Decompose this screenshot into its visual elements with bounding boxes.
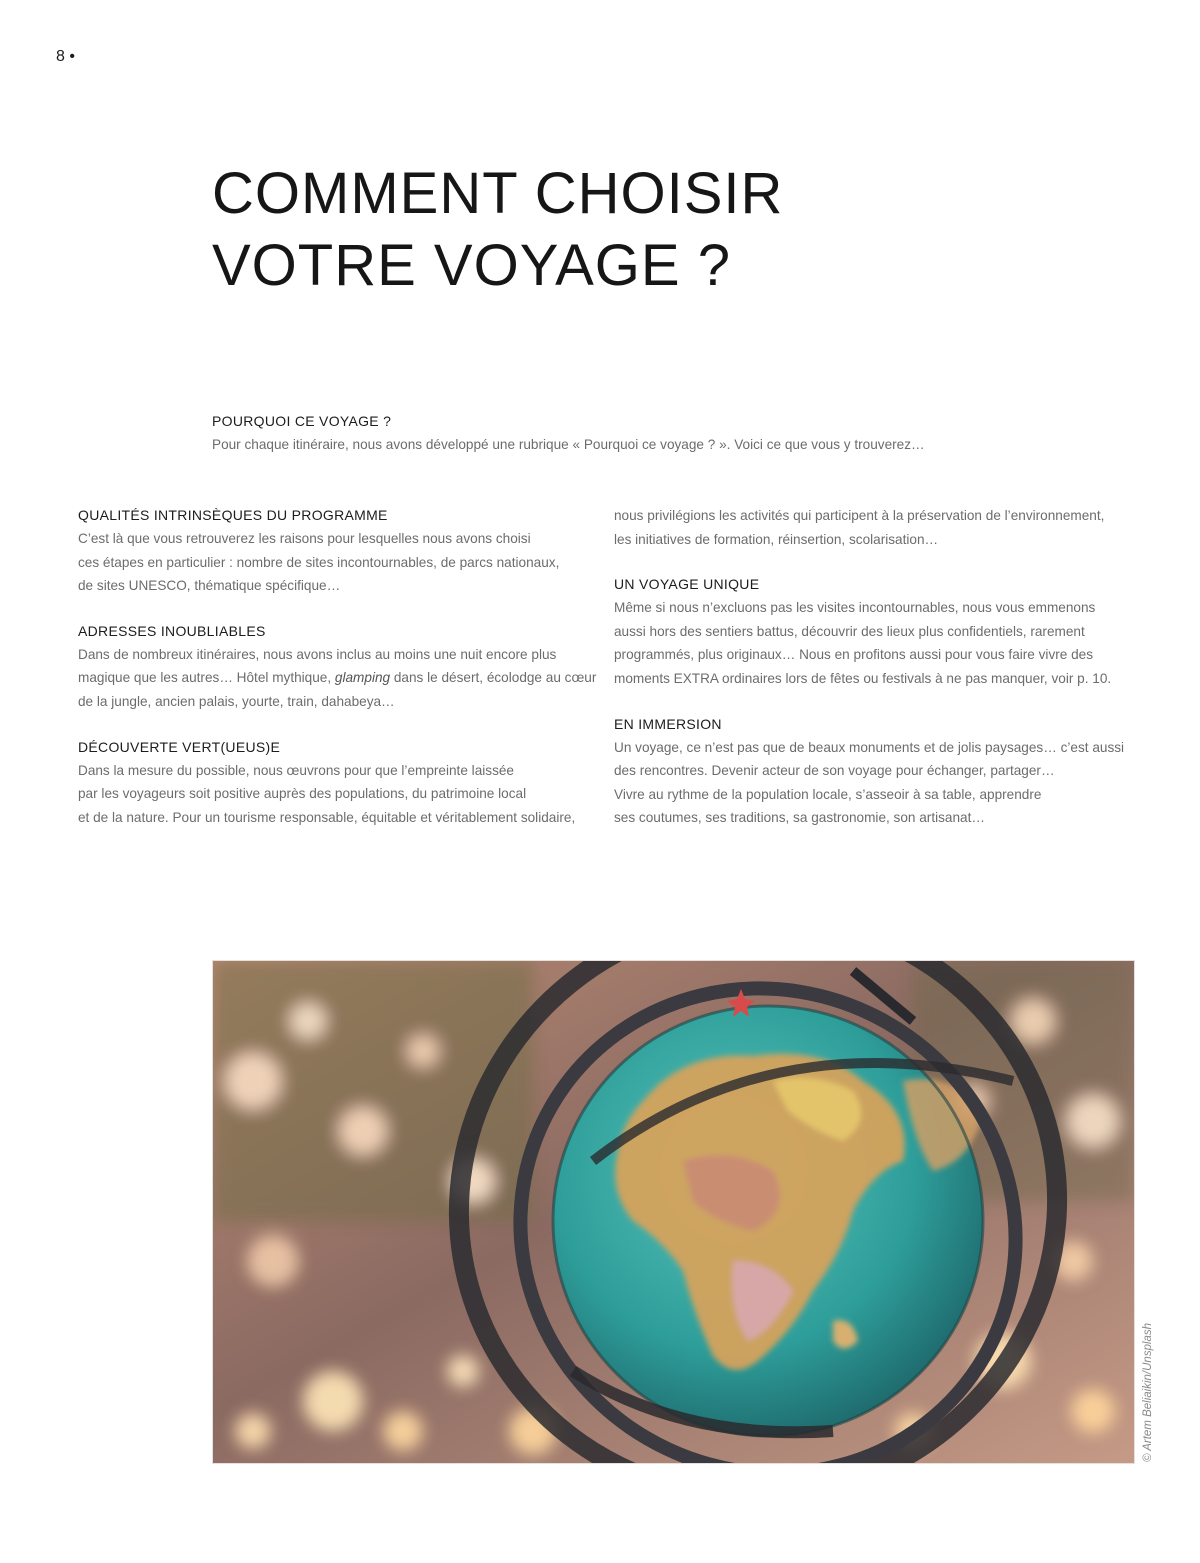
section-text bbox=[78, 527, 608, 598]
text-line: Dans de nombreux itinéraires, nous avons inclus au moins une nuit encore plus bbox=[78, 646, 557, 662]
section-unique bbox=[614, 573, 1154, 690]
text-line: ces étapes en particulier : nombre de sites incontournables, de parcs nationaux, bbox=[78, 554, 560, 570]
photo-credit: © Artem Beliaikin/Unsplash bbox=[1142, 1322, 1154, 1462]
section-qualites bbox=[78, 504, 608, 598]
text-line-part: dans le désert, écolodge au cœur bbox=[390, 670, 597, 686]
text-line: par les voyageurs soit positive auprès des populations, du patrimoine local bbox=[78, 786, 527, 802]
text-line: programmés, plus originaux… Nous en profitons aussi pour vous faire vivre des bbox=[614, 647, 1094, 663]
text-line: des rencontres. Devenir acteur de son voyage pour échanger, partager… bbox=[614, 763, 1055, 779]
section-immersion bbox=[614, 713, 1154, 830]
globe-illustration bbox=[213, 961, 1134, 1463]
text-line: et de la nature. Pour un tourisme responsable, équitable et véritablement solidaire, bbox=[78, 809, 576, 825]
left-column bbox=[78, 504, 608, 851]
text-line: Même si nous n’excluons pas les visites incontournables, nous vous emmenons bbox=[614, 600, 1096, 616]
section-heading: DÉCOUVERTE VERT(UEUS)E bbox=[78, 738, 281, 755]
text-line: de sites UNESCO, thématique spécifique… bbox=[78, 578, 341, 594]
text-line: aussi hors des sentiers battus, découvrir des lieux plus confidentiels, rarement bbox=[614, 623, 1085, 639]
page-title bbox=[212, 158, 972, 302]
right-column bbox=[614, 504, 1154, 852]
text-line: C’est là que vous retrouverez les raisons pour lesquelles nous avons choisi bbox=[78, 531, 531, 546]
text-line: les initiatives de formation, réinsertion, scolarisation… bbox=[614, 531, 939, 547]
section-text bbox=[78, 759, 608, 830]
glamping-term: glamping bbox=[334, 670, 391, 686]
globe-photo bbox=[212, 960, 1135, 1464]
page-title-line-1: COMMENT CHOISIR bbox=[212, 161, 784, 226]
text-line: ses coutumes, ses traditions, sa gastronomie, son artisanat… bbox=[614, 810, 985, 826]
intro-section bbox=[212, 410, 1112, 457]
intro-text: Pour chaque itinéraire, nous avons développé une rubrique « Pourquoi ce voyage ? ». Voici ce que vous y trouverez… bbox=[212, 437, 925, 452]
text-line: Vivre au rythme de la population locale, s’asseoir à sa table, apprendre bbox=[614, 786, 1042, 802]
section-adresses bbox=[78, 620, 608, 714]
text-line: Un voyage, ce n’est pas que de beaux monuments et de jolis paysages… c’est aussi bbox=[614, 739, 1125, 755]
text-line: nous privilégions les activités qui participent à la préservation de l’environnement, bbox=[614, 508, 1105, 523]
section-text bbox=[614, 736, 1154, 830]
page-title-line-2: VOTRE VOYAGE ? bbox=[212, 233, 731, 298]
text-line: de la jungle, ancien palais, yourte, train, dahabeya… bbox=[78, 693, 395, 709]
page-number: 8 • bbox=[56, 48, 75, 65]
intro-heading: POURQUOI CE VOYAGE ? bbox=[212, 413, 392, 429]
section-heading: ADRESSES INOUBLIABLES bbox=[78, 622, 266, 639]
section-heading: UN VOYAGE UNIQUE bbox=[614, 576, 760, 593]
section-text bbox=[78, 643, 608, 714]
text-line: moments EXTRA ordinaires lors de fêtes ou festivals à ne pas manquer, voir p. 10. bbox=[614, 670, 1112, 686]
text-line: Dans la mesure du possible, nous œuvrons pour que l’empreinte laissée bbox=[78, 762, 514, 778]
section-heading: EN IMMERSION bbox=[614, 715, 722, 732]
section-decouverte bbox=[78, 736, 608, 830]
text-line-part: magique que les autres… Hôtel mythique, bbox=[78, 670, 335, 686]
section-text bbox=[614, 596, 1154, 690]
section-heading: QUALITÉS INTRINSÈQUES DU PROGRAMME bbox=[78, 507, 388, 523]
section-decouverte-continuation bbox=[614, 504, 1154, 551]
